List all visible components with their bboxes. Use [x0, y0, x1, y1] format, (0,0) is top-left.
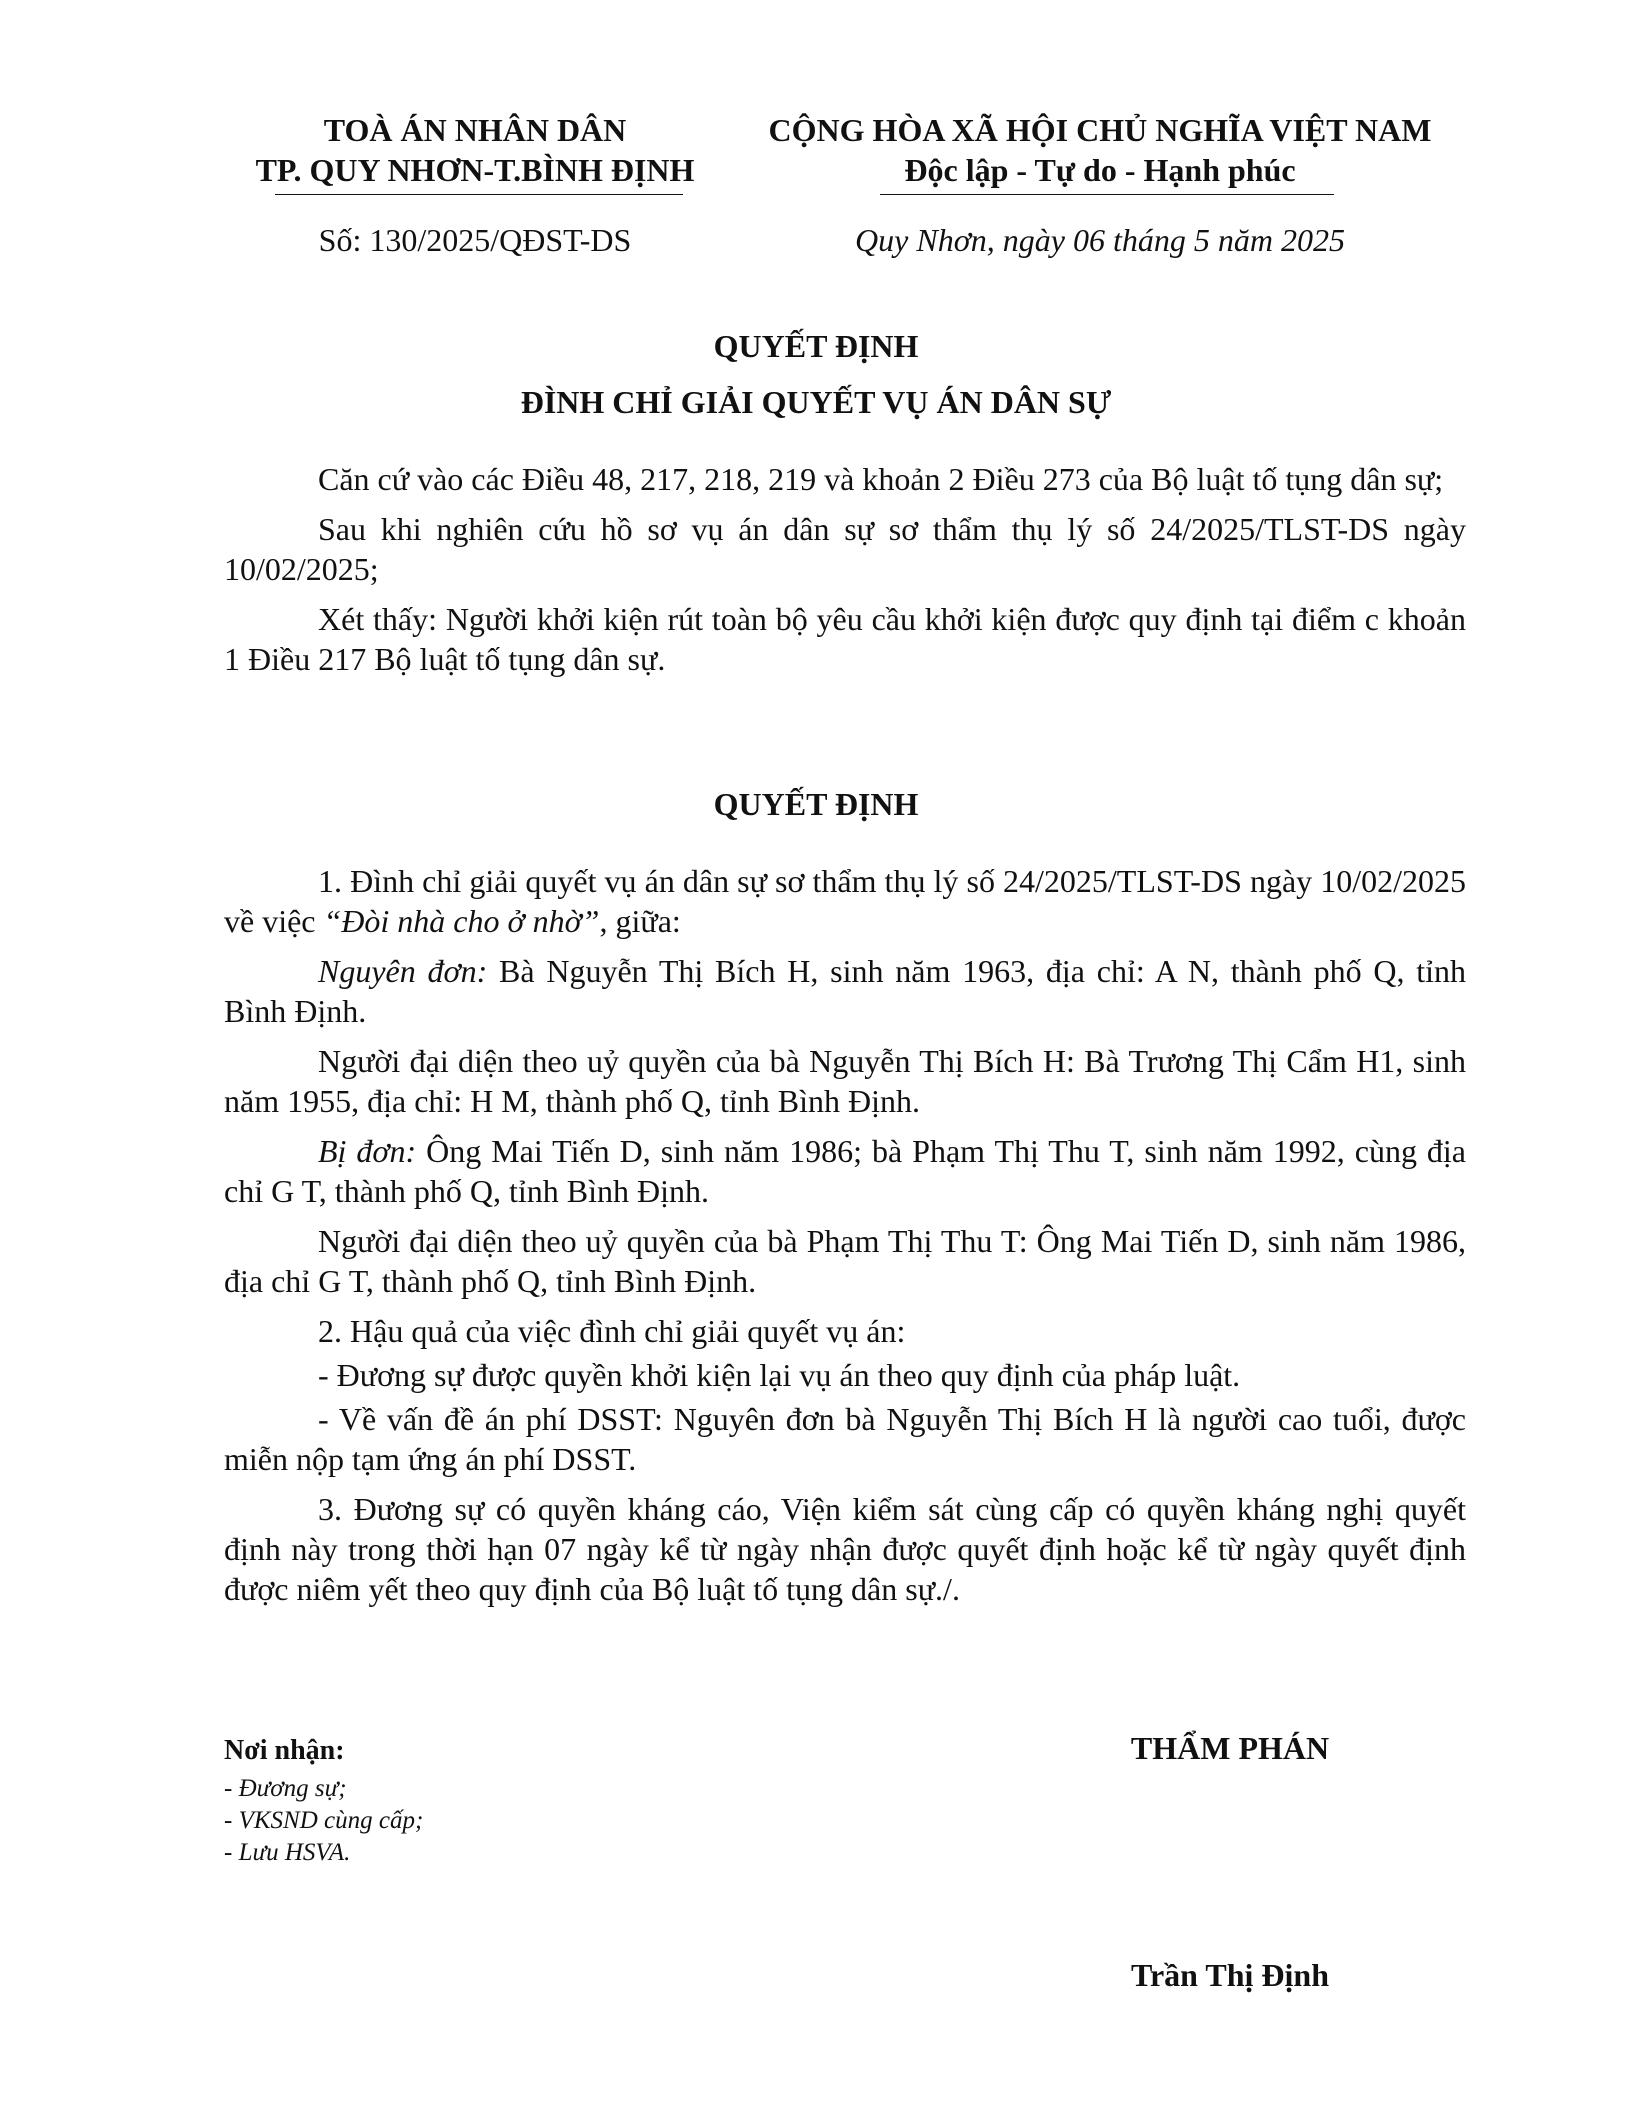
decision-item-2: 2. Hậu quả của việc đình chỉ giải quyết vụ án:	[318, 1313, 906, 1349]
decision-item-1	[224, 861, 1466, 941]
court-header	[215, 110, 735, 190]
court-underline	[275, 194, 683, 195]
case-review-paragraph: Sau khi nghiên cứu hồ sơ vụ án dân sự sơ thẩm thụ lý số 24/2025/TLST-DS ngày 10/02/2025;	[224, 511, 1466, 587]
motto-underline	[880, 194, 1334, 195]
finding-paragraph: Xét thấy: Người khởi kiện rút toàn bộ yêu cầu khởi kiện được quy định tại điểm c khoản 1 Điều 217 Bộ luật tố tụng dân sự.	[224, 601, 1466, 677]
recipients-title: Nơi nhận:	[224, 1735, 345, 1766]
signer-name: Trần Thị Định	[1130, 1957, 1329, 1993]
plaintiff-text: Bà Nguyễn Thị Bích H, sinh năm 1963, địa chỉ: A N, thành phố Q, tỉnh Bình Định.	[224, 953, 1467, 1029]
document-number: Số: 130/2025/QĐST-DS	[318, 222, 632, 258]
plaintiff-paragraph	[224, 951, 1466, 1031]
nation-motto: Độc lập - Tự do - Hạnh phúc	[904, 152, 1296, 188]
document-subtitle: ĐÌNH CHỈ GIẢI QUYẾT VỤ ÁN DÂN SỰ	[520, 384, 1112, 420]
recipients-block	[224, 1733, 724, 1869]
recipient-item: - Lưu HSVA.	[224, 1839, 351, 1866]
defendant-text: Ông Mai Tiến D, sinh năm 1986; bà Phạm Thị Thu T, sinh năm 1992, cùng địa chỉ G T, thành phố Q, tỉnh Bình Định.	[224, 1133, 1467, 1209]
place-and-date: Quy Nhơn, ngày 06 tháng 5 năm 2025	[855, 222, 1345, 258]
plaintiff-label: Nguyên đơn:	[318, 953, 488, 989]
plaintiff-representative: Người đại diện theo uỷ quyền của bà Nguyễn Thị Bích H: Bà Trương Thị Cẩm H1, sinh năm 1955, địa chỉ: H M, thành phố Q, tỉnh Bình Định.	[224, 1043, 1466, 1119]
decision-item-2a: - Đương sự được quyền khởi kiện lại vụ án theo quy định của pháp luật.	[318, 1357, 1241, 1393]
nation-name: CỘNG HÒA XÃ HỘI CHỦ NGHĨA VIỆT NAM	[768, 112, 1432, 148]
decision-item-3: 3. Đương sự có quyền kháng cáo, Viện kiểm sát cùng cấp có quyền kháng nghị quyết định này trong thời hạn 07 ngày kể từ ngày nhận được quyết định hoặc kể từ ngày quyết định được niêm yết theo quy định của Bộ luật tố tụng dân sự./.	[224, 1491, 1466, 1607]
legal-basis-paragraph: Căn cứ vào các Điều 48, 217, 218, 219 và khoản 2 Điều 273 của Bộ luật tố tụng dân sự;	[318, 461, 1444, 497]
case-name: “Đòi nhà cho ở nhờ”	[323, 903, 600, 939]
court-name: TOÀ ÁN NHÂN DÂN	[323, 112, 627, 148]
item-1-prefix: 1. Đình chỉ giải quyết vụ án dân sự sơ thẩm thụ lý số 24/2025/TLST-DS ngày 10/02/2025 về việc	[224, 863, 1466, 939]
defendant-label: Bị đơn:	[318, 1133, 417, 1169]
decision-body	[224, 861, 1466, 1619]
court-location: TP. QUY NHƠN-T.BÌNH ĐỊNH	[255, 152, 695, 188]
defendant-representative: Người đại diện theo uỷ quyền của bà Phạm Thị Thu T: Ông Mai Tiến D, sinh năm 1986, địa chỉ G T, thành phố Q, tỉnh Bình Định.	[224, 1223, 1466, 1299]
recipient-item: - VKSND cùng cấp;	[224, 1807, 424, 1834]
preamble	[224, 459, 1466, 689]
decision-item-2b: - Về vấn đề án phí DSST: Nguyên đơn bà Nguyễn Thị Bích H là người cao tuổi, được miễn nộp tạm ứng án phí DSST.	[224, 1401, 1466, 1477]
recipient-item: - Đương sự;	[224, 1775, 347, 1802]
decision-heading: QUYẾT ĐỊNH	[713, 786, 919, 822]
document-title: QUYẾT ĐỊNH	[713, 328, 919, 364]
nation-header	[740, 110, 1460, 190]
signer-title: THẨM PHÁN	[1130, 1730, 1330, 1766]
item-1-suffix: , giữa:	[599, 903, 681, 939]
defendant-paragraph	[224, 1131, 1466, 1211]
